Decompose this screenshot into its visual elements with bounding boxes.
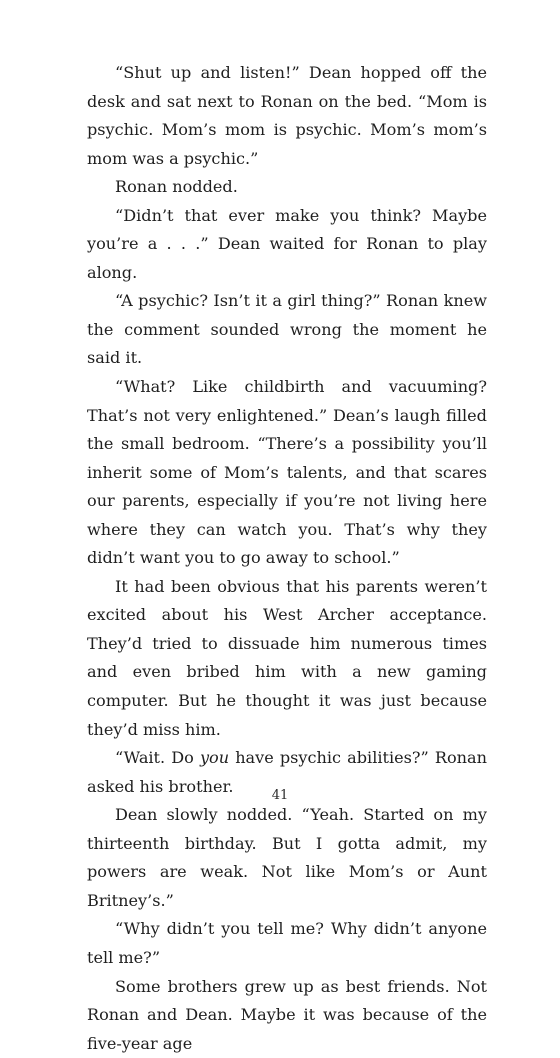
body-text <box>87 59 487 1058</box>
paragraph: “Why didn’t you tell me? Why didn’t anyone tell me?” <box>87 915 487 972</box>
paragraph: “A psychic? Isn’t it a girl thing?” Ronan knew the comment sounded wrong the moment he said it. <box>87 287 487 373</box>
paragraph-text: “Wait. Do <box>115 748 200 767</box>
paragraph: It had been obvious that his parents weren’t excited about his West Archer acceptance. They’d tried to dissuade him numerous times and even bribed him with a new gaming computer. But he thought it was just because they’d miss him. <box>87 573 487 744</box>
paragraph: “What? Like childbirth and vacuuming? That’s not very enlightened.” Dean’s laugh filled the small bedroom. “There’s a possibility you’ll inherit some of Mom’s talents, and that scares our parents, especially if you’re not living here where they can watch you. That’s why they didn’t want you to go away to school.” <box>87 373 487 573</box>
paragraph: Dean slowly nodded. “Yeah. Started on my thirteenth birthday. But I gotta admit, my powers are weak. Not like Mom’s or Aunt Britney’s.” <box>87 801 487 915</box>
emphasized-word: you <box>200 748 229 767</box>
paragraph: Some brothers grew up as best friends. Not Ronan and Dean. Maybe it was because of the five-year age <box>87 973 487 1058</box>
paragraph: “Shut up and listen!” Dean hopped off the desk and sat next to Ronan on the bed. “Mom is psychic. Mom’s mom is psychic. Mom’s mom’s mom was a psychic.” <box>87 59 487 173</box>
paragraph: Ronan nodded. <box>87 173 487 202</box>
paragraph: “Didn’t that ever make you think? Maybe you’re a . . .” Dean waited for Ronan to play along. <box>87 202 487 288</box>
page-number: 41 <box>0 788 560 803</box>
paragraph-text: have psychic abilities?” Ronan asked his brother. <box>87 748 487 796</box>
